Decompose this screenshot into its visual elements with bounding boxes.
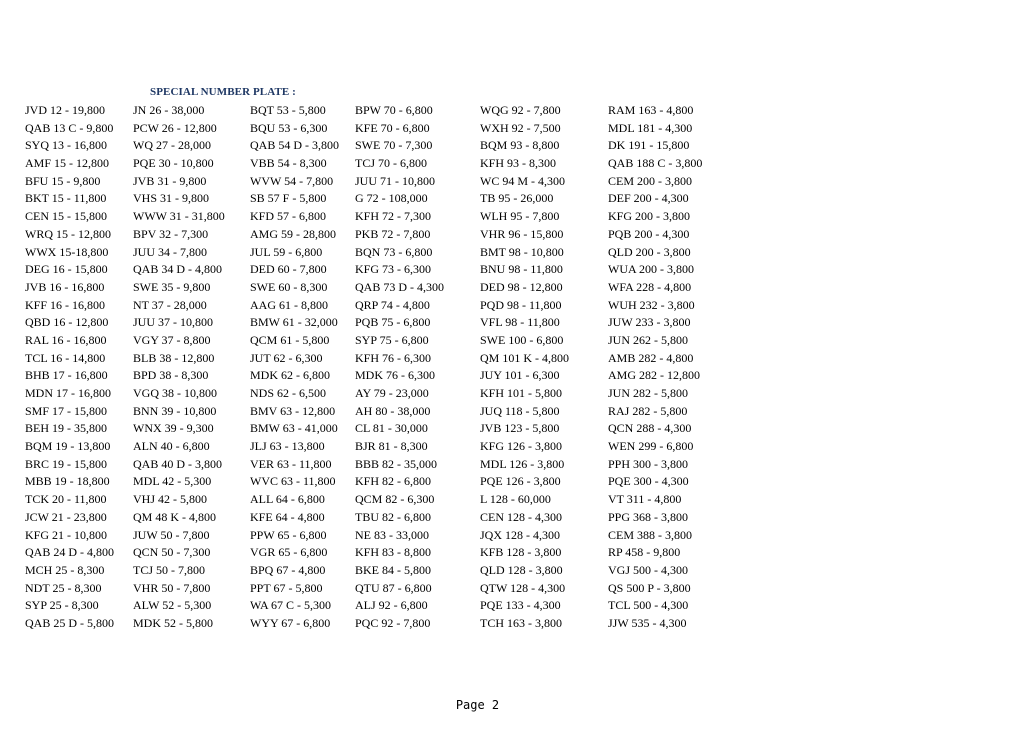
plate-entry: DK 191 - 15,800 xyxy=(608,138,690,153)
plate-entry: TCK 20 - 11,800 xyxy=(25,492,107,507)
plate-entry: WLH 95 - 7,800 xyxy=(480,209,560,224)
plate-entry: PPG 368 - 3,800 xyxy=(608,509,689,524)
plate-entry: NE 83 - 33,000 xyxy=(355,527,429,542)
plate-entry: WWX 15-18,800 xyxy=(25,244,109,259)
plate-entry: RP 458 - 9,800 xyxy=(608,545,681,560)
plate-entry: BNN 39 - 10,800 xyxy=(133,403,217,418)
plate-entry: RAM 163 - 4,800 xyxy=(608,103,694,117)
plate-entry: SYP 25 - 8,300 xyxy=(25,598,99,613)
plate-entry: JUN 282 - 5,800 xyxy=(608,386,688,400)
plate-entry: G 72 - 108,000 xyxy=(355,191,428,206)
plate-entry: L 128 - 60,000 xyxy=(480,492,551,507)
plate-entry: JVB 123 - 5,800 xyxy=(480,421,560,436)
plate-entry: PQE 126 - 3,800 xyxy=(480,474,561,489)
plate-entry: CL 81 - 30,000 xyxy=(355,421,428,436)
plate-entry: VHR 50 - 7,800 xyxy=(133,580,211,595)
plate-entry: KFH 101 - 5,800 xyxy=(480,386,563,400)
plate-entry: TCJ 50 - 7,800 xyxy=(133,562,205,577)
plate-entry: QRP 74 - 4,800 xyxy=(355,297,430,312)
plate-entry: DED 98 - 12,800 xyxy=(480,279,563,294)
plate-entry: BPQ 67 - 4,800 xyxy=(250,562,326,577)
plate-entry: WQ 27 - 28,000 xyxy=(133,138,211,153)
plate-entry: QAB 13 C - 9,800 xyxy=(25,120,114,135)
plate-entry: BNU 98 - 11,800 xyxy=(480,262,563,277)
plate-entry: WVC 63 - 11,800 xyxy=(250,474,336,489)
plate-entry: VGQ 38 - 10,800 xyxy=(133,386,217,400)
plate-entry: MDL 126 - 3,800 xyxy=(480,456,565,471)
plate-entry: TCH 163 - 3,800 xyxy=(480,615,562,630)
plate-entry: AAG 61 - 8,800 xyxy=(250,297,328,312)
plate-entry: PQB 75 - 6,800 xyxy=(355,315,431,330)
plate-column-2 xyxy=(133,102,225,633)
plate-entry: QS 500 P - 3,800 xyxy=(608,580,691,595)
plate-entry: QTW 128 - 4,300 xyxy=(480,580,566,595)
plate-entry: WFA 228 - 4,800 xyxy=(608,279,692,294)
plate-entry: JVD 12 - 19,800 xyxy=(25,103,105,117)
plate-entry: JLJ 63 - 13,800 xyxy=(250,439,325,454)
plate-entry: BBB 82 - 35,000 xyxy=(355,456,438,471)
plate-entry: KFH 76 - 6,300 xyxy=(355,350,432,365)
plate-entry: SB 57 F - 5,800 xyxy=(250,191,327,206)
plate-entry: BKE 84 - 5,800 xyxy=(355,562,431,577)
plate-entry: PCW 26 - 12,800 xyxy=(133,120,217,135)
plate-entry: SYQ 13 - 16,800 xyxy=(25,138,108,153)
plate-entry: QAB 54 D - 3,800 xyxy=(250,138,339,153)
plate-entry: BFU 15 - 9,800 xyxy=(25,173,101,188)
plate-entry: ALJ 92 - 6,800 xyxy=(355,598,428,613)
plate-entry: PQB 200 - 4,300 xyxy=(608,226,690,241)
plate-entry: QAB 188 C - 3,800 xyxy=(608,156,703,171)
plate-entry: QTU 87 - 6,800 xyxy=(355,580,432,595)
plate-entry: JUU 37 - 10,800 xyxy=(133,315,213,330)
plate-entry: KFG 200 - 3,800 xyxy=(608,209,691,224)
plate-entry: JUU 34 - 7,800 xyxy=(133,244,207,259)
plate-entry: QAB 25 D - 5,800 xyxy=(25,615,114,630)
plate-entry: VGY 37 - 8,800 xyxy=(133,332,211,347)
plate-entry: JUY 101 - 6,300 xyxy=(480,368,560,383)
plate-entry: KFE 70 - 6,800 xyxy=(355,120,430,135)
plate-entry: VGJ 500 - 4,300 xyxy=(608,562,688,577)
plate-entry: QBD 16 - 12,800 xyxy=(25,315,109,330)
plate-entry: BMW 61 - 32,000 xyxy=(250,315,338,330)
plate-entry: KFH 93 - 8,300 xyxy=(480,156,557,171)
plate-entry: BQT 53 - 5,800 xyxy=(250,103,326,117)
plate-entry: PPT 67 - 5,800 xyxy=(250,580,323,595)
plate-entry: CEM 200 - 3,800 xyxy=(608,173,692,188)
plate-entry: CEN 15 - 15,800 xyxy=(25,209,107,224)
plate-entry: JUU 71 - 10,800 xyxy=(355,173,435,188)
plate-entry: PQE 30 - 10,800 xyxy=(133,156,214,171)
plate-entry: DEG 16 - 15,800 xyxy=(25,262,108,277)
plate-entry: JUQ 118 - 5,800 xyxy=(480,403,560,418)
section-heading: SPECIAL NUMBER PLATE : xyxy=(150,86,296,98)
plate-entry: PPW 65 - 6,800 xyxy=(250,527,327,542)
plate-entry: RAL 16 - 16,800 xyxy=(25,332,107,347)
page-number: Page 2 xyxy=(455,698,500,712)
plate-entry: BQM 19 - 13,800 xyxy=(25,439,111,454)
plate-entry: KFH 72 - 7,300 xyxy=(355,209,432,224)
plate-entry: BRC 19 - 15,800 xyxy=(25,456,108,471)
plate-entry: BPD 38 - 8,300 xyxy=(133,368,209,383)
plate-entry: AMF 15 - 12,800 xyxy=(25,156,110,171)
plate-entry: KFE 64 - 4,800 xyxy=(250,509,325,524)
plate-entry: SWE 35 - 9,800 xyxy=(133,279,211,294)
plate-entry: KFB 128 - 3,800 xyxy=(480,545,562,560)
plate-entry: BPV 32 - 7,300 xyxy=(133,226,209,241)
plate-entry: KFG 21 - 10,800 xyxy=(25,527,108,542)
plate-entry: NDT 25 - 8,300 xyxy=(25,580,102,595)
plate-entry: BMW 63 - 41,000 xyxy=(250,421,338,436)
plate-entry: AMG 282 - 12,800 xyxy=(608,368,700,383)
plate-entry: NDS 62 - 6,500 xyxy=(250,386,327,400)
plate-entry: WWW 31 - 31,800 xyxy=(133,209,225,224)
plate-entry: AY 79 - 23,000 xyxy=(355,386,429,400)
plate-entry: KFD 57 - 6,800 xyxy=(250,209,327,224)
plate-entry: QAB 73 D - 4,300 xyxy=(355,279,444,294)
plate-entry: TCL 16 - 14,800 xyxy=(25,350,106,365)
plate-column-4 xyxy=(355,102,444,633)
plate-entry: VT 311 - 4,800 xyxy=(608,492,682,507)
plate-entry: BHB 17 - 16,800 xyxy=(25,368,108,383)
plate-entry: MDL 42 - 5,300 xyxy=(133,474,212,489)
plate-entry: QLD 200 - 3,800 xyxy=(608,244,691,259)
plate-entry: SWE 100 - 6,800 xyxy=(480,332,564,347)
plate-entry: VHR 96 - 15,800 xyxy=(480,226,564,241)
plate-entry: BEH 19 - 35,800 xyxy=(25,421,107,436)
plate-entry: QCN 50 - 7,300 xyxy=(133,545,211,560)
plate-entry: KFH 82 - 6,800 xyxy=(355,474,432,489)
plate-entry: KFF 16 - 16,800 xyxy=(25,297,106,312)
plate-entry: QAB 24 D - 4,800 xyxy=(25,545,114,560)
plate-entry: TBU 82 - 6,800 xyxy=(355,509,431,524)
plate-entry: PQE 300 - 4,300 xyxy=(608,474,689,489)
plate-entry: QAB 34 D - 4,800 xyxy=(133,262,222,277)
plate-entry: ALW 52 - 5,300 xyxy=(133,598,212,613)
plate-entry: WEN 299 - 6,800 xyxy=(608,439,694,454)
plate-entry: ALL 64 - 6,800 xyxy=(250,492,325,507)
plate-entry: PPH 300 - 3,800 xyxy=(608,456,689,471)
plate-entry: AMB 282 - 4,800 xyxy=(608,350,694,365)
plate-entry: SYP 75 - 6,800 xyxy=(355,332,429,347)
plate-entry: BQN 73 - 6,800 xyxy=(355,244,433,259)
plate-entry: VER 63 - 11,800 xyxy=(250,456,332,471)
plate-entry: KFG 126 - 3,800 xyxy=(480,439,563,454)
plate-entry: MDL 181 - 4,300 xyxy=(608,120,693,135)
plate-entry: WRQ 15 - 12,800 xyxy=(25,226,111,241)
plate-entry: SWE 60 - 8,300 xyxy=(250,279,328,294)
plate-entry: JJW 535 - 4,300 xyxy=(608,615,687,630)
plate-entry: SWE 70 - 7,300 xyxy=(355,138,433,153)
plate-entry: JQX 128 - 4,300 xyxy=(480,527,560,542)
plate-entry: QAB 40 D - 3,800 xyxy=(133,456,222,471)
plate-entry: PKB 72 - 7,800 xyxy=(355,226,431,241)
plate-entry: WVW 54 - 7,800 xyxy=(250,173,334,188)
plate-entry: VFL 98 - 11,800 xyxy=(480,315,560,330)
plate-entry: JUN 262 - 5,800 xyxy=(608,332,688,347)
plate-entry: DED 60 - 7,800 xyxy=(250,262,327,277)
plate-entry: BMT 98 - 10,800 xyxy=(480,244,564,259)
plate-entry: RAJ 282 - 5,800 xyxy=(608,403,688,418)
plate-entry: CEM 388 - 3,800 xyxy=(608,527,692,542)
plate-entry: DEF 200 - 4,300 xyxy=(608,191,689,206)
plate-entry: CEN 128 - 4,300 xyxy=(480,509,562,524)
plate-entry: JCW 21 - 23,800 xyxy=(25,509,107,524)
plate-entry: WC 94 M - 4,300 xyxy=(480,173,565,188)
plate-entry: MDK 76 - 6,300 xyxy=(355,368,435,383)
plate-entry: VBB 54 - 8,300 xyxy=(250,156,327,171)
plate-column-5 xyxy=(480,102,569,633)
plate-entry: WUH 232 - 3,800 xyxy=(608,297,695,312)
plate-entry: PQE 133 - 4,300 xyxy=(480,598,561,613)
plate-entry: JUW 50 - 7,800 xyxy=(133,527,210,542)
plate-entry: AH 80 - 38,000 xyxy=(355,403,431,418)
plate-entry: BMV 63 - 12,800 xyxy=(250,403,336,418)
plate-entry: BKT 15 - 11,800 xyxy=(25,191,107,206)
plate-entry: SMF 17 - 15,800 xyxy=(25,403,108,418)
plate-entry: PQD 98 - 11,800 xyxy=(480,297,562,312)
plate-entry: BPW 70 - 6,800 xyxy=(355,103,433,117)
plate-entry: TB 95 - 26,000 xyxy=(480,191,554,206)
plate-entry: KFH 83 - 8,800 xyxy=(355,545,432,560)
plate-entry: WUA 200 - 3,800 xyxy=(608,262,694,277)
plate-entry: VGR 65 - 6,800 xyxy=(250,545,328,560)
plate-entry: QCM 61 - 5,800 xyxy=(250,332,330,347)
plate-entry: BJR 81 - 8,300 xyxy=(355,439,428,454)
plate-entry: BQM 93 - 8,800 xyxy=(480,138,560,153)
plate-entry: JN 26 - 38,000 xyxy=(133,103,205,117)
plate-column-3 xyxy=(250,102,339,633)
plate-entry: MBB 19 - 18,800 xyxy=(25,474,110,489)
plate-column-6 xyxy=(608,102,702,633)
plate-entry: QLD 128 - 3,800 xyxy=(480,562,563,577)
plate-entry: QCN 288 - 4,300 xyxy=(608,421,692,436)
plate-entry: JVB 31 - 9,800 xyxy=(133,173,207,188)
plate-entry: QCM 82 - 6,300 xyxy=(355,492,435,507)
plate-entry: WNX 39 - 9,300 xyxy=(133,421,214,436)
plate-entry: BQU 53 - 6,300 xyxy=(250,120,328,135)
plate-entry: MDK 62 - 6,800 xyxy=(250,368,330,383)
plate-entry: PQC 92 - 7,800 xyxy=(355,615,431,630)
plate-entry: VHJ 42 - 5,800 xyxy=(133,492,207,507)
plate-column-1 xyxy=(25,102,114,633)
plate-entry: TCJ 70 - 6,800 xyxy=(355,156,427,171)
plate-entry: KFG 73 - 6,300 xyxy=(355,262,432,277)
plate-entry: WYY 67 - 6,800 xyxy=(250,615,331,630)
plate-entry: AMG 59 - 28,800 xyxy=(250,226,336,241)
plate-entry: MDK 52 - 5,800 xyxy=(133,615,213,630)
plate-entry: BLB 38 - 12,800 xyxy=(133,350,215,365)
plate-entry: JVB 16 - 16,800 xyxy=(25,279,105,294)
plate-entry: JUT 62 - 6,300 xyxy=(250,350,323,365)
plate-entry: TCL 500 - 4,300 xyxy=(608,598,689,613)
plate-entry: WA 67 C - 5,300 xyxy=(250,598,331,613)
plate-entry: NT 37 - 28,000 xyxy=(133,297,207,312)
plate-entry: QM 101 K - 4,800 xyxy=(480,350,569,365)
plate-entry: WQG 92 - 7,800 xyxy=(480,103,561,117)
plate-entry: VHS 31 - 9,800 xyxy=(133,191,210,206)
plate-entry: WXH 92 - 7,500 xyxy=(480,120,561,135)
plate-entry: JUW 233 - 3,800 xyxy=(608,315,691,330)
plate-entry: QM 48 K - 4,800 xyxy=(133,509,216,524)
plate-entry: MDN 17 - 16,800 xyxy=(25,386,111,400)
plate-entry: JUL 59 - 6,800 xyxy=(250,244,323,259)
plate-entry: ALN 40 - 6,800 xyxy=(133,439,210,454)
plate-entry: MCH 25 - 8,300 xyxy=(25,562,105,577)
